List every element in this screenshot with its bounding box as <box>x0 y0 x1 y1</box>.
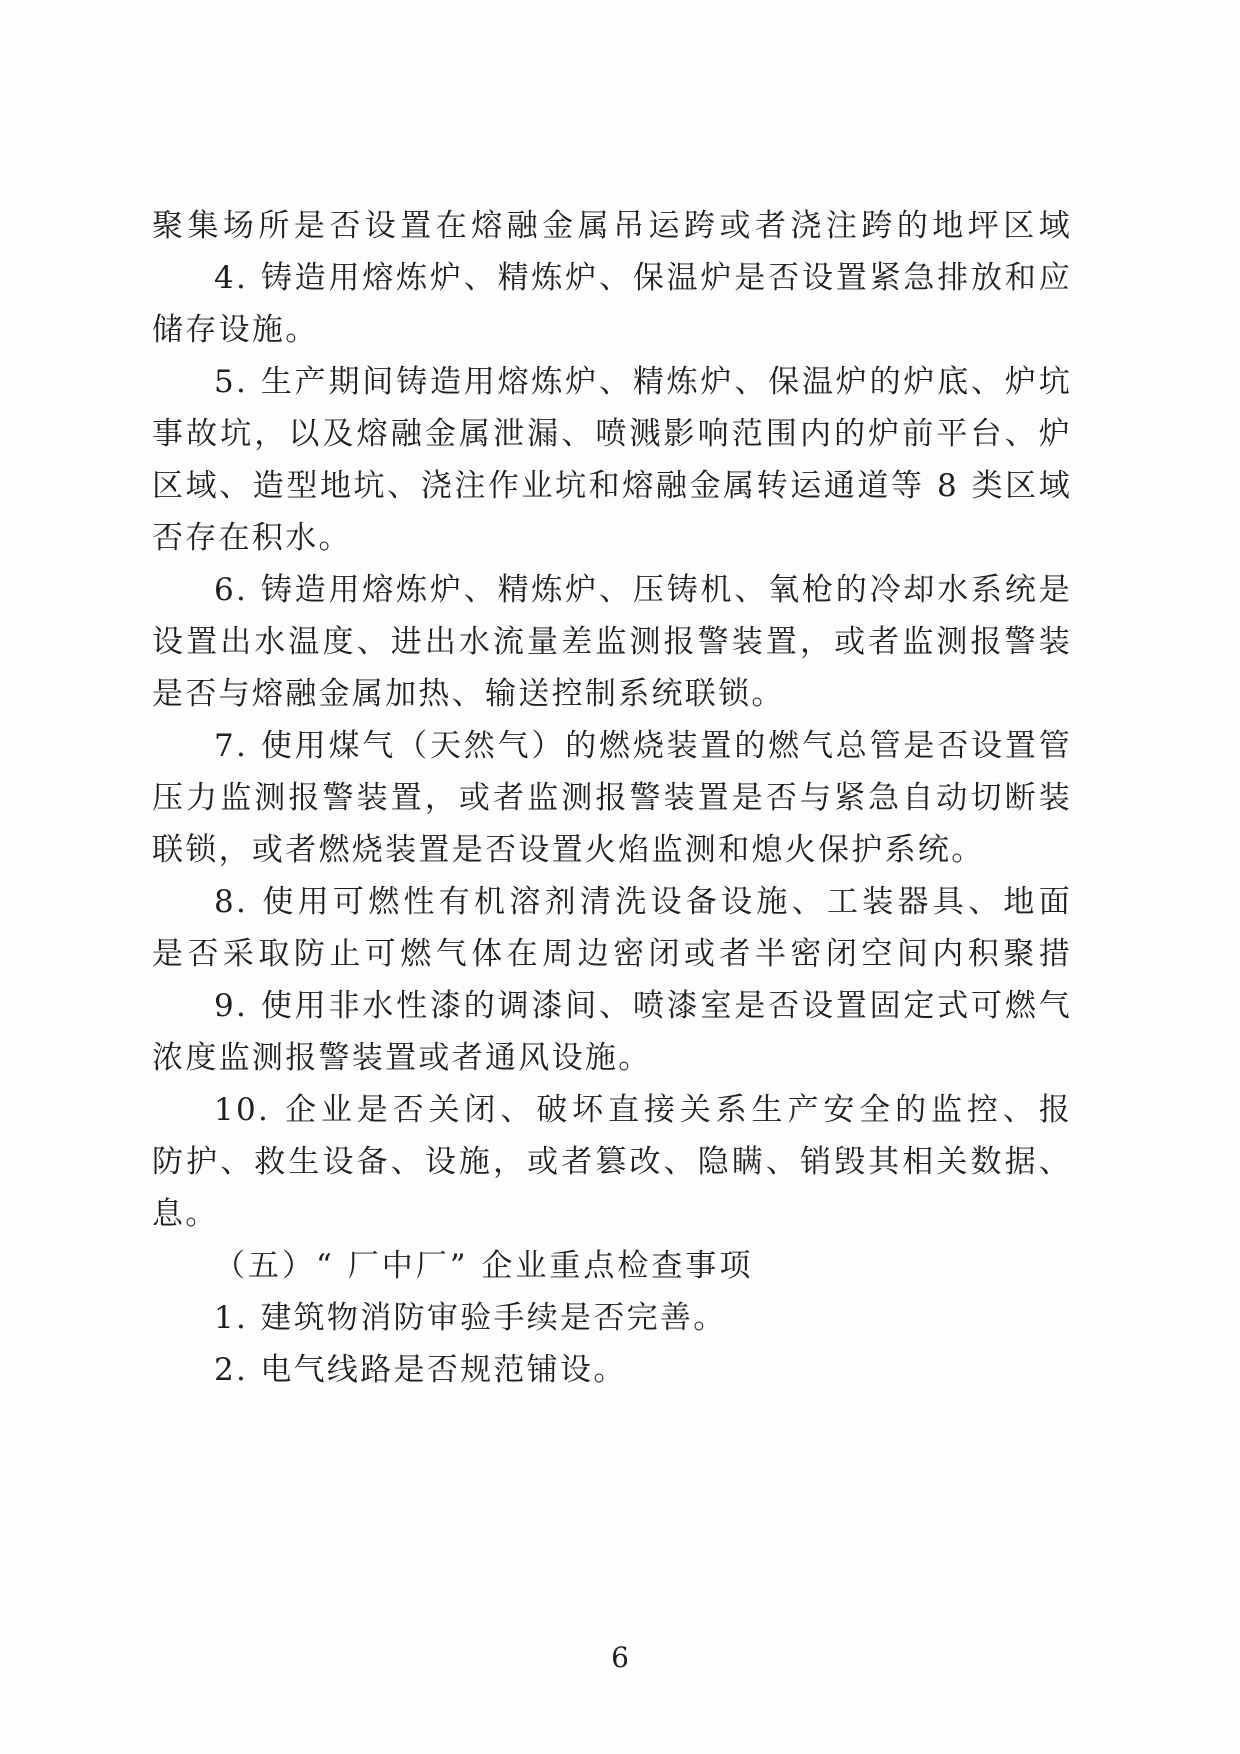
text-line: 聚集场所是否设置在熔融金属吊运跨或者浇注跨的地坪区域 <box>152 208 1072 244</box>
list-item-6: 6. 铸造用熔炼炉、精炼炉、压铸机、氧枪的冷却水系统是 <box>214 572 1072 608</box>
list-item-5: 5. 生产期间铸造用熔炼炉、精炼炉、保温炉的炉底、炉坑 <box>214 364 1072 400</box>
list-item-4: 4. 铸造用熔炼炉、精炼炉、保温炉是否设置紧急排放和应 <box>214 260 1072 296</box>
page-number: 6 <box>611 1641 629 1674</box>
text-line: 事故坑，以及熔融金属泄漏、喷溅影响范围内的炉前平台、炉 <box>152 416 1072 452</box>
list-item-1: 1. 建筑物消防审验手续是否完善。 <box>214 1300 727 1336</box>
text-line: 是否与熔融金属加热、输送控制系统联锁。 <box>152 676 785 712</box>
list-item-8: 8. 使用可燃性有机溶剂清洗设备设施、工装器具、地面 <box>214 884 1072 920</box>
text-line: 设置出水温度、进出水流量差监测报警装置，或者监测报警装 <box>152 624 1072 660</box>
text-line: 区域、造型地坑、浇注作业坑和熔融金属转运通道等 8 类区域 <box>152 468 1072 504</box>
list-item-9: 9. 使用非水性漆的调漆间、喷漆室是否设置固定式可燃气 <box>214 988 1072 1024</box>
text-line: 储存设施。 <box>152 312 319 348</box>
text-line: 否存在积水。 <box>152 520 352 556</box>
text-line: 压力监测报警装置，或者监测报警装置是否与紧急自动切断装 <box>152 780 1072 816</box>
list-item-2: 2. 电气线路是否规范铺设。 <box>214 1352 627 1388</box>
text-line: 联锁，或者燃烧装置是否设置火焰监测和熄火保护系统。 <box>152 832 985 868</box>
section-heading: （五）“ 厂中厂” 企业重点检查事项 <box>214 1248 754 1284</box>
text-line: 防护、救生设备、设施，或者篡改、隐瞒、销毁其相关数据、 <box>152 1144 1072 1180</box>
list-item-7: 7. 使用煤气（天然气）的燃烧装置的燃气总管是否设置管 <box>214 728 1072 764</box>
list-item-10: 10. 企业是否关闭、破坏直接关系生产安全的监控、报 <box>214 1092 1072 1128</box>
text-line: 浓度监测报警装置或者通风设施。 <box>152 1040 652 1076</box>
text-line: 是否采取防止可燃气体在周边密闭或者半密闭空间内积聚措 <box>152 936 1072 972</box>
text-line: 息。 <box>152 1196 219 1232</box>
